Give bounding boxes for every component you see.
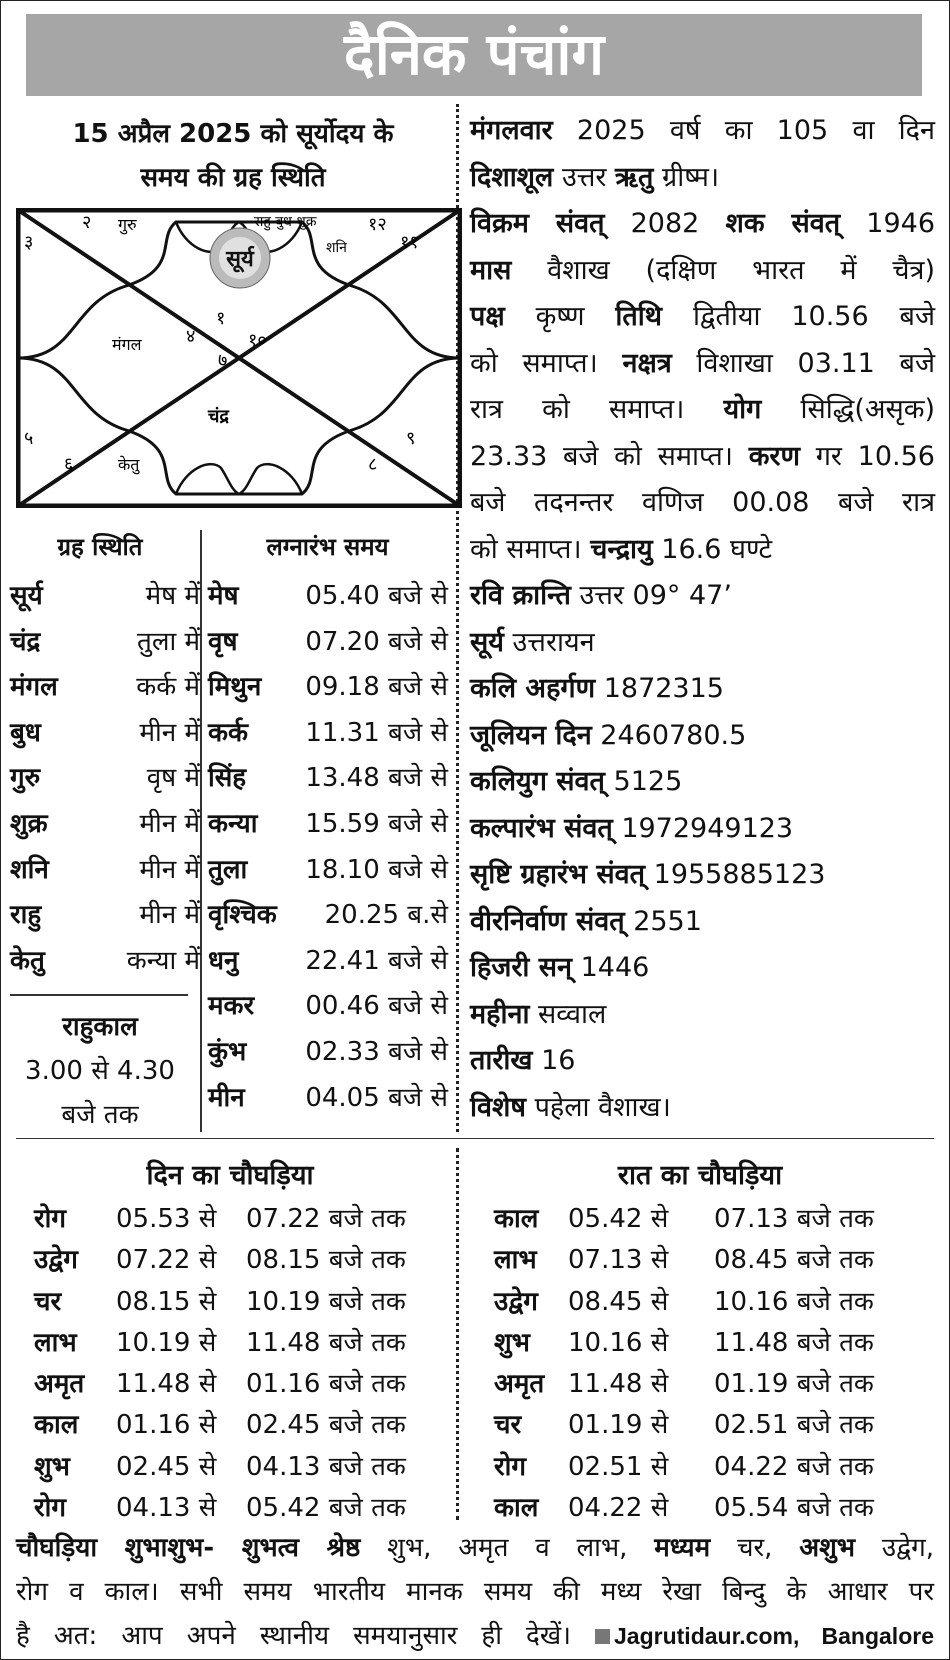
footer-line: रोग व काल। सभी समय भारतीय मानक समय की मध्य रेखा बिन्दु के आधार पर: [16, 1577, 934, 1607]
table-row: रोग 05.53 से 07.22 बजे तक: [34, 1204, 406, 1234]
detail-line: पक्ष कृष्ण तिथि द्वितीया 10.56 बजे: [470, 301, 935, 332]
panchang-details: [470, 108, 935, 1131]
house-number: ८: [368, 454, 378, 475]
credit: Jagrutidaur.com, Bangalore: [595, 1623, 934, 1649]
table-row: रोग 02.51 से 04.22 बजे तक: [494, 1451, 874, 1482]
detail-line: बजे तदनन्तर वणिज 00.08 बजे रात्र: [470, 487, 935, 518]
house-number: ४: [186, 326, 196, 347]
table-row: अमृत 11.48 से 01.19 बजे तक: [494, 1369, 874, 1400]
lagna-heading: लग्नारंभ समय: [266, 533, 389, 561]
table-row: कर्क 11.31 बजे से: [208, 717, 448, 748]
detail-line: 23.33 बजे को समाप्त। करण गर 10.56: [470, 440, 935, 472]
house-number: १२: [368, 214, 387, 235]
sun-label: सूर्य: [226, 247, 254, 272]
rahukaal-time: 3.00 से 4.30: [25, 1056, 175, 1086]
rahukaal-divider: [10, 994, 188, 996]
table-row: शनि मीन में: [10, 854, 200, 885]
table-row: गुरु वृष में: [10, 763, 200, 794]
table-row: शुभ 10.16 से 11.48 बजे तक: [494, 1327, 874, 1358]
table-row: मंगल कर्क में: [10, 672, 200, 703]
planet-label: केतु: [118, 455, 140, 474]
detail-line: वीरनिर्वाण संवत् 2551: [470, 905, 702, 937]
detail-line: मंगलवार 2025 वर्ष का 105 वा दिन: [470, 115, 935, 146]
table-row: चंद्र तुला में: [10, 626, 200, 657]
table-row: काल 05.42 से 07.13 बजे तक: [494, 1204, 874, 1234]
chart-lotus-bottom: [176, 464, 302, 494]
square-bullet-icon: [595, 1629, 610, 1644]
detail-line: तारीख 16: [470, 1045, 576, 1076]
raat-choghadiya-table: [494, 1199, 874, 1529]
planet-label: राहु बुध शुक्र: [254, 214, 317, 230]
graha-sthiti-heading: ग्रह स्थिति: [57, 533, 143, 561]
table-row: वृश्चिक 20.25 ब.से: [208, 900, 448, 931]
table-row: उद्वेग 08.45 से 10.16 बजे तक: [494, 1286, 874, 1317]
detail-line: जूलियन दिन 2460780.5: [470, 719, 747, 751]
column-divider: [456, 1148, 459, 1520]
graha-sthiti-table: [10, 574, 200, 984]
table-row: धनु 22.41 बजे से: [208, 945, 448, 976]
table-row: सिंह 13.48 बजे से: [208, 763, 448, 794]
table-row: लाभ 10.19 से 11.48 बजे तक: [34, 1327, 406, 1358]
detail-line: विशेष पहेला वैशाख।: [470, 1091, 671, 1123]
table-row: वृष 07.20 बजे से: [208, 626, 448, 657]
detail-line: को समाप्त। नक्षत्र विशाखा 03.11 बजे: [470, 347, 935, 379]
din-choghadiya-table: [34, 1199, 406, 1529]
table-row: सूर्य मेष में: [10, 581, 200, 611]
chart-heading-line1: 15 अप्रैल 2025 को सूर्योदय के: [72, 119, 394, 149]
footer-line: चौघड़िया शुभाशुभ- शुभत्व श्रेष्ठ शुभ, अमृत व लाभ, मध्यम चर, अशुभ उद्वेग,: [16, 1533, 934, 1563]
detail-line: कलि अहर्गण 1872315: [470, 673, 724, 704]
footer-note: [16, 1526, 934, 1658]
detail-line: दिशाशूल उत्तर ऋतु ग्रीष्म।: [470, 161, 720, 193]
sun-icon: [210, 228, 270, 288]
table-row: बुध मीन में: [10, 717, 200, 748]
table-row: तुला 18.10 बजे से: [208, 854, 448, 885]
table-row: काल 01.16 से 02.45 बजे तक: [34, 1410, 406, 1441]
house-number: ३: [24, 232, 34, 253]
table-row: मकर 00.46 बजे से: [208, 991, 448, 1022]
rahukaal-time-suffix: बजे तक: [61, 1100, 139, 1130]
table-row: कुंभ 02.33 बजे से: [208, 1036, 448, 1067]
planet-label: शनि: [326, 240, 347, 256]
table-row: शुभ 02.45 से 04.13 बजे तक: [34, 1451, 406, 1482]
raat-choghadiya-heading: रात का चौघड़िया: [617, 1160, 783, 1191]
section-divider: [16, 1138, 934, 1139]
detail-line: मास वैशाख (दक्षिण भारत में चैत्र): [470, 254, 935, 286]
detail-line: कल्पारंभ संवत् 1972949123: [470, 812, 794, 844]
detail-line: हिजरी सन् 1446: [470, 952, 650, 983]
table-row: चर 08.15 से 10.19 बजे तक: [34, 1286, 406, 1317]
house-number: ५: [24, 428, 34, 449]
detail-line: महीना सव्वाल: [470, 998, 607, 1030]
table-row: रोग 04.13 से 05.42 बजे तक: [34, 1493, 406, 1524]
house-number: १: [216, 308, 226, 329]
detail-line: रात्र को समाप्त। योग सिद्धि(असृक): [470, 394, 935, 425]
detail-line: विक्रम संवत् 2082 शक संवत् 1946: [470, 208, 935, 239]
chart-heading: [18, 112, 448, 200]
house-number: ९: [406, 428, 416, 449]
table-divider: [200, 530, 202, 1132]
table-row: कन्या 15.59 बजे से: [208, 808, 448, 839]
footer-line: है अत: आप अपने स्थानीय समयानुसार ही देखें। Jagrutidaur.com, Bangalore: [16, 1621, 934, 1651]
detail-line: कलियुग संवत् 5125: [470, 766, 683, 797]
table-row: चर 01.19 से 02.51 बजे तक: [494, 1410, 874, 1441]
detail-line: सूर्य उत्तरायन: [470, 626, 595, 658]
planet-label: गुरु: [118, 215, 137, 234]
house-number: ६: [64, 454, 74, 475]
kundali-chart: [16, 208, 462, 508]
din-choghadiya-heading: दिन का चौघड़िया: [146, 1160, 314, 1191]
rahukaal-box: [10, 1005, 190, 1137]
table-row: मीन 04.05 बजे से: [208, 1082, 448, 1113]
table-row: लाभ 07.13 से 08.45 बजे तक: [494, 1245, 874, 1276]
lagna-table: [208, 574, 448, 1121]
detail-line: सृष्टि ग्रहारंभ संवत् 1955885123: [470, 859, 826, 890]
table-row: मेष 05.40 बजे से: [208, 581, 448, 611]
table-row: शुक्र मीन में: [10, 808, 200, 839]
detail-line: को समाप्त। चन्द्रायु 16.6 घण्टे: [470, 533, 773, 565]
planet-label: चंद्र: [208, 406, 229, 427]
house-number: १०: [248, 330, 267, 351]
detail-line: रवि क्रान्ति उत्तर 09° 47’: [470, 580, 732, 611]
table-row: उद्वेग 07.22 से 08.15 बजे तक: [34, 1245, 406, 1276]
table-row: मिथुन 09.18 बजे से: [208, 672, 448, 703]
rahukaal-heading: राहुकाल: [62, 1012, 138, 1042]
house-number: ११: [400, 232, 419, 253]
planet-label: मंगल: [112, 335, 142, 354]
house-number: २: [82, 212, 92, 233]
table-row: काल 04.22 से 05.54 बजे तक: [494, 1493, 874, 1524]
chart-heading-line2: समय की ग्रह स्थिति: [140, 163, 326, 193]
table-row: केतु कन्या में: [10, 945, 200, 976]
house-number: ७: [218, 350, 228, 371]
table-row: राहु मीन में: [10, 900, 200, 931]
table-row: अमृत 11.48 से 01.16 बजे तक: [34, 1369, 406, 1400]
page-title: दैनिक पंचांग: [26, 14, 922, 96]
